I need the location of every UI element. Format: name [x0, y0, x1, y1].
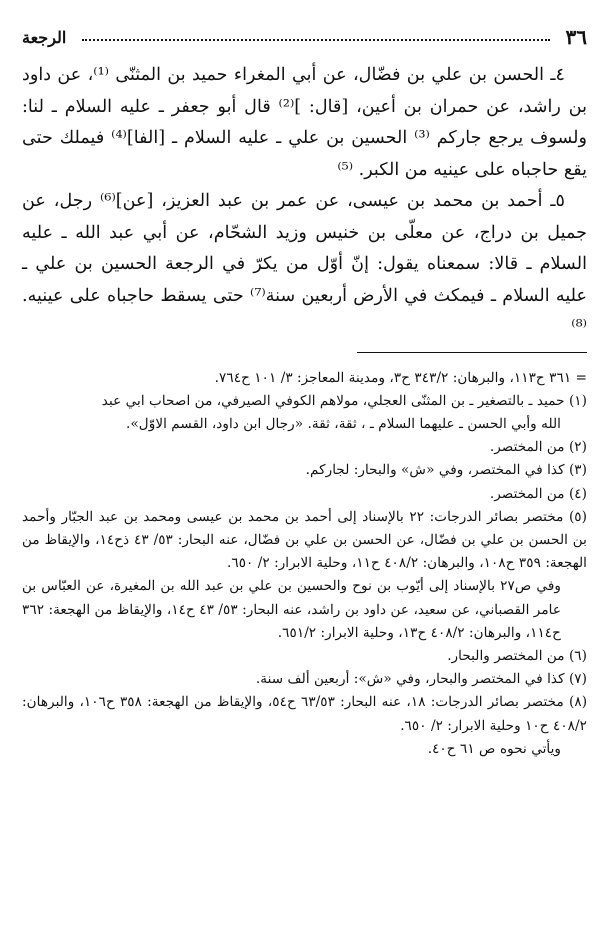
footnote-4: (٤) من المختصر. — [489, 485, 587, 502]
footnote-1: (١) حميد ـ بالتصغير ـ بن المثنّى العجلي، مولاهم الكوفي الصيرفي، من اصحاب ابي عبد — [101, 392, 587, 409]
footnote-5-additional: وفي ص٢٧ بالإسناد إلى أيّوب بن نوح والحسين بن علي بن عبد الله بن المغيرة، عن العبّاس بن عامر القصباني، عن سعيد، عن داود بن راشد، عنه البحار: ٥٣/ ٤٣ ح١٤، والإيقاظ من الهجعة: ٣٦٢ ح١١٤، والبرهان: ٤٠٨/٢ ح١٣، وحلية الابرار: ٦٥١/٢. — [22, 578, 561, 641]
footnote-2: (٢) من المختصر. — [489, 439, 587, 456]
running-title: الرجعة — [22, 27, 67, 47]
footnotes — [22, 367, 587, 761]
page-number: ٣٦ — [565, 25, 587, 49]
footnote-5: (٥) مختصر بصائر الدرجات: ٢٢ بالإسناد إلى أحمد بن محمد بن عيسى ومحمد بن عبد الجبّار وأحمد بن الحسن بن علي بن فضّال، عن الحسن بن علي بن فضّال، عنه البحار: ٥٣/ ٤٣ ذح١٤، والإيقاظ من الهجعة: ٣٥٩ ح١٠٨، والبرهان: ٤٠٨/٢ ح١١، وحلية الابرار: ٢/ ٦٥٠. — [22, 508, 587, 572]
main-text — [22, 60, 587, 344]
paragraph-4: ٤ـ الحسن بن علي بن فضّال، عن أبي المغراء حميد بن المثنّى ⁽¹⁾، عن داود بن راشد، عن حمران بن أعين، [قال: ]⁽²⁾ قال أبو جعفر ـ عليه السلام ـ لنا: ولسوف يرجع جاركم ⁽³⁾ الحسين بن علي ـ عليه السلام ـ [الفا]⁽⁴⁾ فيملك حتى يقع حاجباه على عينيه من الكبر. ⁽⁵⁾ — [22, 65, 588, 180]
footnote-6: (٦) من المختصر والبحار. — [447, 647, 587, 664]
footnote-7: (٧) كذا في المختصر والبحار، وفي «ش»: أربعين ألف سنة. — [255, 671, 587, 688]
footnote-separator — [357, 352, 587, 353]
footnote-1-continued: الله وأبي الحسن ـ عليهما السلام ـ ، ثقة، ثقة. «رجال ابن داود، القسم الاوّل». — [126, 415, 561, 432]
footnote-3: (٣) كذا في المختصر، وفي «ش» والبحار: لجاركم. — [305, 462, 587, 479]
page-header — [22, 24, 587, 50]
paragraph-5: ٥ـ أحمد بن محمد بن عيسى، عن عمر بن عبد العزيز، [عن]⁽⁶⁾ رجل، عن جميل بن دراج، عن معلّى بن خنيس وزيد الشحّام، عن أبي عبد الله ـ عليه السلام ـ قالا: سمعناه يقول: إنّ أوّل من يكرّ في الرجعة الحسين بن علي ـ عليه السلام ـ فيمكث في الأرض أربعين سنة⁽⁷⁾ حتى يسقط حاجباه على عينيه. ⁽⁸⁾ — [22, 191, 587, 337]
footnote-8-additional: ويأتي نحوه ص ٦١ ح٤٠. — [427, 740, 561, 757]
footnote-continuation: = ٣٦١ ح١١٣، والبرهان: ٣٤٣/٢ ح٣، ومدينة المعاجز: ٣/ ١٠١ ح٧٦٤. — [214, 369, 587, 386]
header-dotted-leader — [82, 39, 549, 41]
footnote-8: (٨) مختصر بصائر الدرجات: ١٨، عنه البحار: ٦٣/٥٣ ح٥٤، والإيقاظ من الهجعة: ٣٥٨ ح١٠٦، والبرهان: ٤٠٨/٢ ح١٠ وحلية الابرار: ٢/ ٦٥٠. — [22, 694, 588, 734]
